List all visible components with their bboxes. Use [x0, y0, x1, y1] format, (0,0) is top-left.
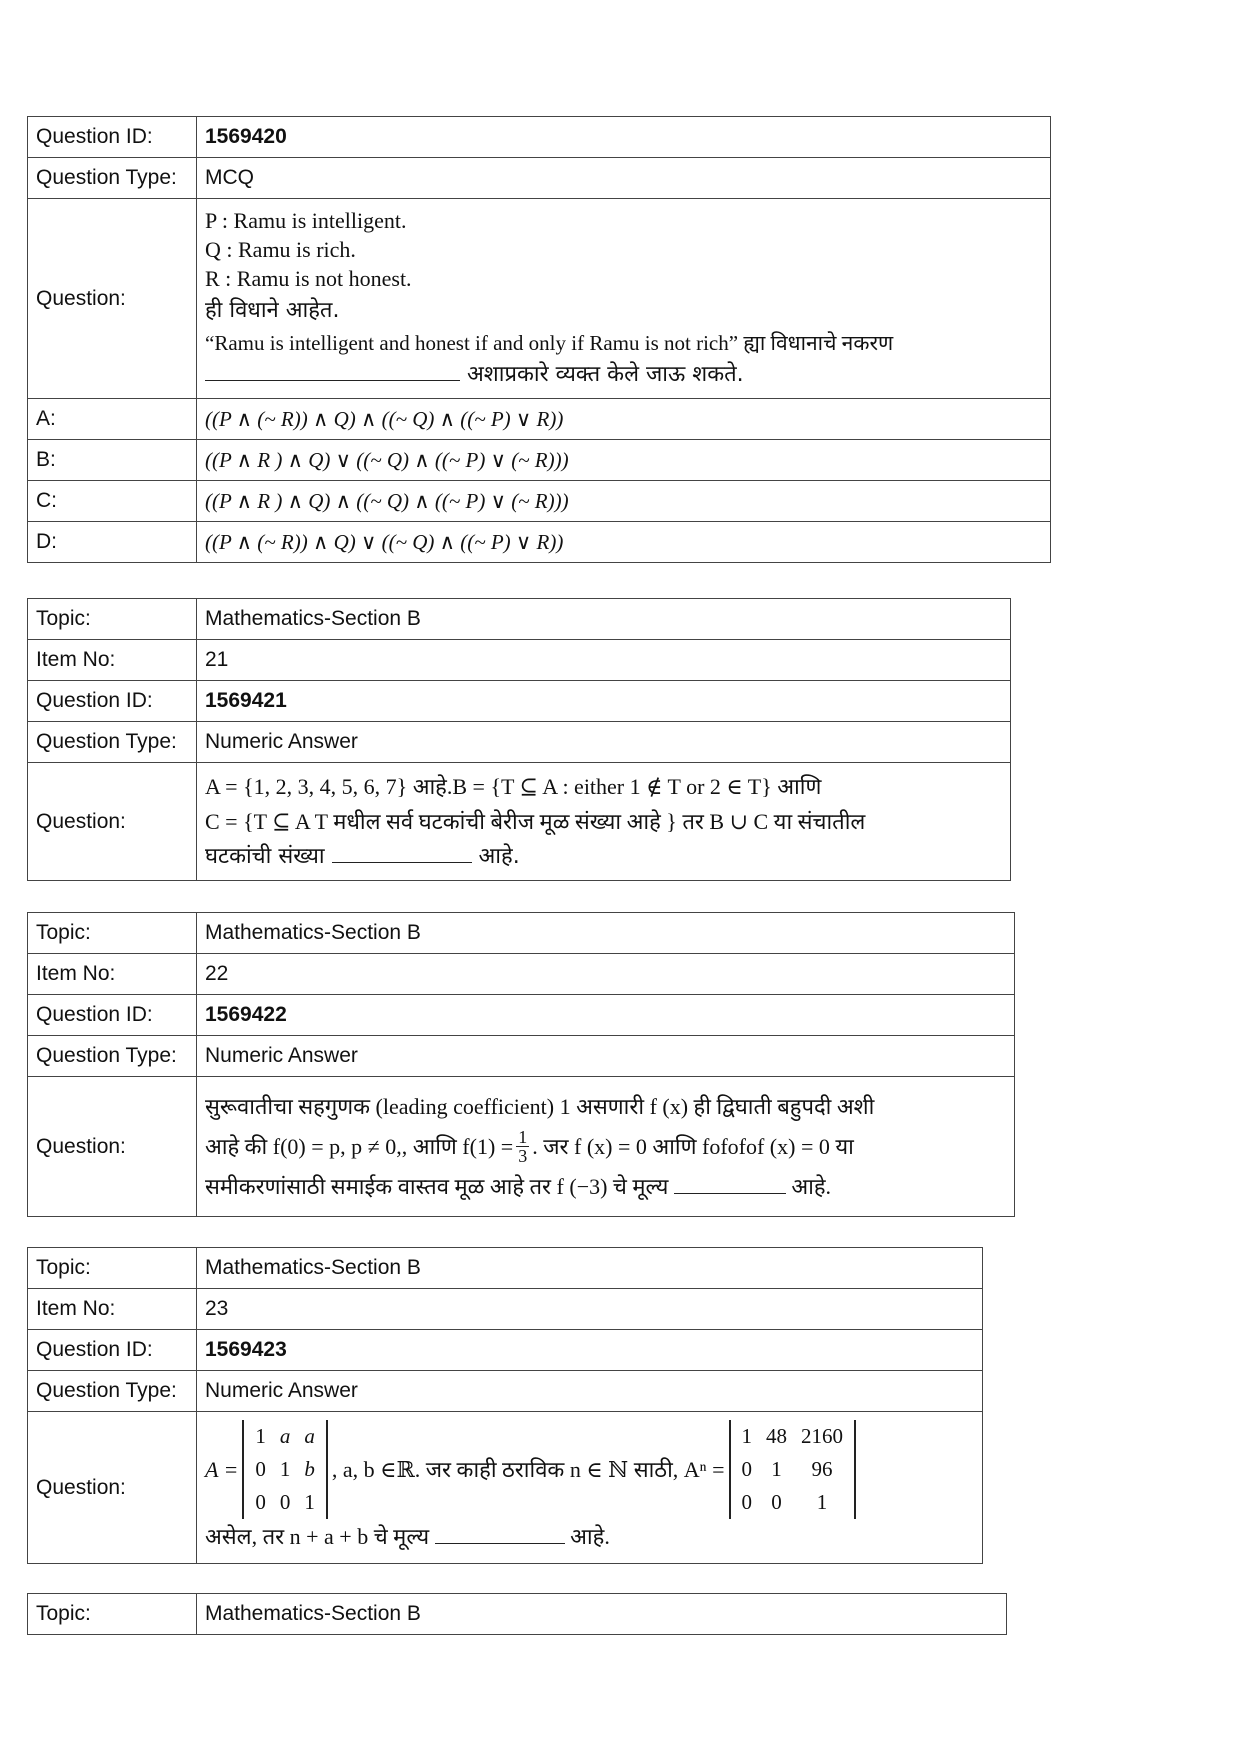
- label-question-id: Question ID:: [28, 1330, 197, 1371]
- question-line-3-start: घटकांची संख्या: [205, 844, 325, 869]
- statement-end: अशाप्रकारे व्यक्त केले जाऊ शकते.: [467, 361, 744, 387]
- statement-intro: ही विधाने आहेत.: [205, 297, 340, 323]
- item-no-value: 22: [197, 954, 1015, 995]
- question-id-value: 1569422: [197, 995, 1015, 1036]
- question-line-3: [205, 1167, 1006, 1207]
- matrix-line: [205, 1420, 974, 1519]
- label-item-no: Item No:: [28, 1289, 197, 1330]
- question-line-2-start: आहे की f(0) = p, p ≠ 0,, आणि f(1) =: [205, 1133, 514, 1159]
- question-line-2: [205, 1127, 1006, 1167]
- label-question-type: Question Type:: [28, 1036, 197, 1077]
- label-question-type: Question Type:: [28, 722, 197, 763]
- question-table-1569420: [27, 116, 1051, 563]
- label-question-type: Question Type:: [28, 1371, 197, 1412]
- label-option-d: D:: [28, 522, 197, 563]
- topic-value: Mathematics-Section B: [197, 1594, 1007, 1635]
- matrix-an-cell: 1: [741, 1424, 752, 1448]
- matrix-a-cell: 0: [255, 1457, 266, 1481]
- statement-r: R : Ramu is not honest.: [205, 265, 412, 291]
- question-id-value: 1569423: [197, 1330, 983, 1371]
- matrix-a-cell: b: [304, 1457, 315, 1481]
- question-line-2-end: आहे.: [570, 1524, 610, 1549]
- option-d[interactable]: ((P ∧ (~ R)) ∧ Q) ∨ ((~ Q) ∧ ((~ P) ∨ R)): [197, 522, 1051, 563]
- question-body: [197, 1077, 1015, 1217]
- question-line-2-end: . जर f (x) = 0 आणि fofofof (x) = 0 या: [532, 1133, 854, 1159]
- question-table-1569423: [27, 1247, 983, 1564]
- label-option-c: C:: [28, 481, 197, 522]
- matrix-a-cell: 1: [304, 1490, 315, 1514]
- question-line-2-start: असेल, तर n + a + b चे मूल्य: [205, 1524, 430, 1549]
- label-item-no: Item No:: [28, 640, 197, 681]
- statement-end-line: [205, 358, 1042, 392]
- matrix-an-cell: 1: [771, 1457, 782, 1481]
- matrix-a-cell: 0: [255, 1490, 266, 1514]
- item-no-value: 21: [197, 640, 1011, 681]
- label-topic: Topic:: [28, 599, 197, 640]
- matrix-a-cell: 1: [279, 1457, 291, 1481]
- matrix-a-cell: 1: [255, 1424, 266, 1448]
- statement-main: “Ramu is intelligent and honest if and only if Ramu is not rich” ह्या विधानाचे नकरण: [205, 330, 894, 355]
- option-b[interactable]: ((P ∧ R ) ∧ Q) ∨ ((~ Q) ∧ ((~ P) ∨ (~ R))): [197, 440, 1051, 481]
- label-option-b: B:: [28, 440, 197, 481]
- matrix-an-cell: 2160: [801, 1424, 843, 1448]
- statement-q: Q : Ramu is rich.: [205, 236, 356, 262]
- question-line-3-start: समीकरणांसाठी समाईक वास्तव मूळ आहे तर f (−3) चे मूल्य: [205, 1173, 669, 1199]
- label-topic: Topic:: [28, 1594, 197, 1635]
- question-type-value: Numeric Answer: [197, 722, 1011, 763]
- answer-blank: [205, 358, 460, 381]
- label-question: Question:: [28, 1077, 197, 1217]
- fraction-numerator: 1: [518, 1127, 528, 1147]
- matrix-a: [242, 1420, 328, 1519]
- label-question-id: Question ID:: [28, 995, 197, 1036]
- question-line-3: [205, 839, 1002, 874]
- answer-blank: [674, 1171, 786, 1194]
- matrix-an-cell: 0: [771, 1490, 782, 1514]
- matrix-a-cell: a: [279, 1424, 291, 1448]
- label-question-id: Question ID:: [28, 681, 197, 722]
- answer-blank: [435, 1521, 565, 1544]
- label-question-id: Question ID:: [28, 117, 197, 158]
- label-question: Question:: [28, 199, 197, 399]
- matrix-a-label: A =: [205, 1457, 239, 1482]
- question-line-1: सुरूवातीचा सहगुणक (leading coefficient) 1 असणारी f (x) ही द्विघाती बहुपदी अशी: [205, 1093, 875, 1119]
- question-line-2: [205, 1519, 974, 1555]
- answer-blank: [332, 840, 472, 863]
- topic-value: Mathematics-Section B: [197, 599, 1011, 640]
- label-question-type: Question Type:: [28, 158, 197, 199]
- question-line-1: A = {1, 2, 3, 4, 5, 6, 7} आहे.B = {T ⊆ A : either 1 ∉ T or 2 ∈ T} आणि: [205, 774, 822, 799]
- matrix-an-cell: 0: [741, 1457, 752, 1481]
- question-line-3-end: आहे.: [791, 1173, 832, 1199]
- question-id-value: 1569420: [197, 117, 1051, 158]
- question-table-next: [27, 1593, 1007, 1635]
- matrix-an-cell: 0: [741, 1490, 752, 1514]
- question-body: [197, 199, 1051, 399]
- label-question: Question:: [28, 763, 197, 881]
- question-type-value: Numeric Answer: [197, 1371, 983, 1412]
- label-item-no: Item No:: [28, 954, 197, 995]
- topic-value: Mathematics-Section B: [197, 1248, 983, 1289]
- label-option-a: A:: [28, 399, 197, 440]
- question-body: [197, 763, 1011, 881]
- matrix-a-cell: 0: [279, 1490, 291, 1514]
- label-topic: Topic:: [28, 1248, 197, 1289]
- question-line-2: C = {T ⊆ A T मधील सर्व घटकांची बेरीज मूळ संख्या आहे } तर B ∪ C या संचातील: [205, 809, 866, 834]
- statement-p: P : Ramu is intelligent.: [205, 207, 407, 233]
- question-table-1569422: [27, 912, 1015, 1217]
- question-type-value: Numeric Answer: [197, 1036, 1015, 1077]
- question-id-value: 1569421: [197, 681, 1011, 722]
- matrix-a-cell: a: [304, 1424, 315, 1448]
- label-question: Question:: [28, 1412, 197, 1564]
- topic-value: Mathematics-Section B: [197, 913, 1015, 954]
- question-line-3-end: आहे.: [478, 844, 520, 869]
- question-table-1569421: [27, 598, 1011, 881]
- fraction-denominator: 3: [518, 1146, 528, 1166]
- item-no-value: 23: [197, 1289, 983, 1330]
- matrix-an-cell: 48: [766, 1424, 787, 1448]
- matrix-mid-text: , a, b ∈ℝ. जर काही ठराविक n ∈ ℕ साठी, Aⁿ =: [331, 1457, 725, 1482]
- question-body: [197, 1412, 983, 1564]
- label-topic: Topic:: [28, 913, 197, 954]
- matrix-an-cell: 96: [811, 1457, 833, 1481]
- option-c[interactable]: ((P ∧ R ) ∧ Q) ∧ ((~ Q) ∧ ((~ P) ∨ (~ R))): [197, 481, 1051, 522]
- fraction-one-third: [516, 1128, 529, 1165]
- matrix-a-power-n: [729, 1420, 857, 1519]
- option-a[interactable]: ((P ∧ (~ R)) ∧ Q) ∧ ((~ Q) ∧ ((~ P) ∨ R)): [197, 399, 1051, 440]
- matrix-an-cell: 1: [816, 1490, 828, 1514]
- question-type-value: MCQ: [197, 158, 1051, 199]
